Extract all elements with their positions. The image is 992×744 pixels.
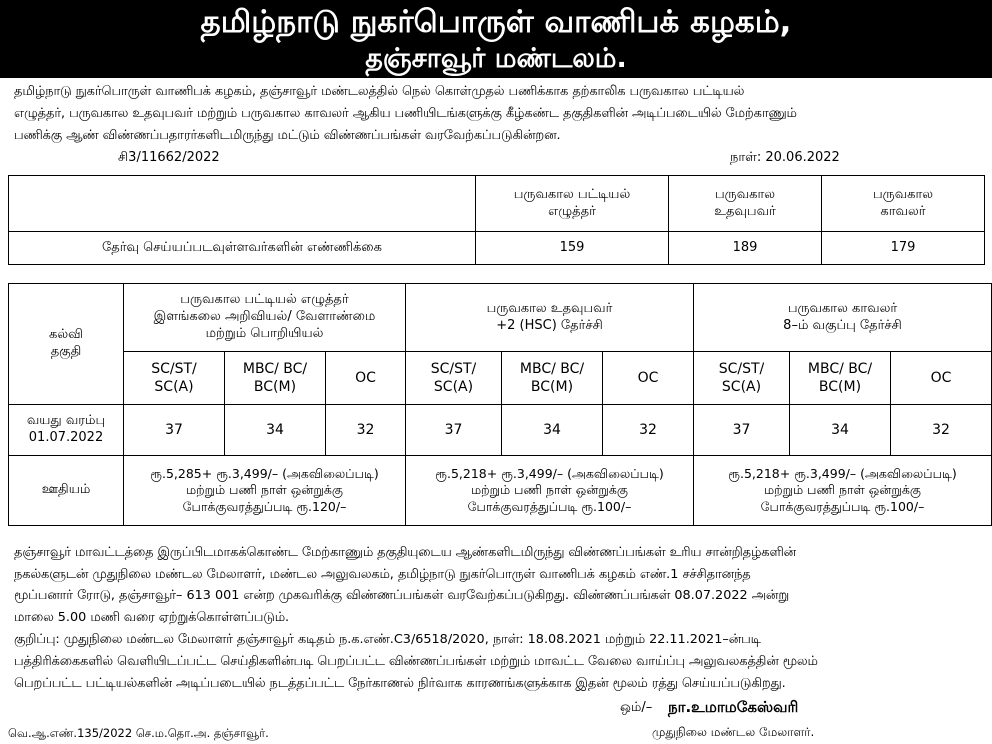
reference-date: நாள்: 20.06.2022 <box>730 150 840 165</box>
vacancy-count-watchman: 179 <box>822 232 985 265</box>
age-limit-label: வயது வரம்பு 01.07.2022 <box>9 405 124 456</box>
category-oc: OC <box>603 352 694 405</box>
salary-watchman: ரூ.5,218+ ரூ.3,499/– (அகவிலைப்படி) மற்றும் பணி நாள் ஒன்றுக்கு போக்குவரத்துப்படி ரூ.100/– <box>694 456 992 526</box>
details-table <box>8 283 992 526</box>
vacancy-header-watchman: பருவகால காவலர் <box>822 176 985 232</box>
category-mbc-bc: MBC/ BC/ BC(M) <box>225 352 326 405</box>
address-line-4: மாலை 5.00 மணி வரை ஏற்றுக்கொள்ளப்படும். <box>14 610 290 625</box>
vacancy-corner-cell <box>9 176 476 232</box>
signature-prefix: ஒம்/– <box>620 700 653 715</box>
intro-line-3: பணிக்கு ஆண் விண்ணப்பதாரர்களிடமிருந்து மட்டும் விண்ணப்பங்கள் வரவேற்கப்படுகின்றன. <box>14 128 561 143</box>
intro-line-1: தமிழ்நாடு நுகர்பொருள் வாணிபக் கழகம், தஞ்சாவூர் மண்டலத்தில் நெல் கொள்முதல் பணிக்காக தற்காலிக பருவகால பட்டியல் <box>14 84 745 99</box>
salary-clerk: ரூ.5,285+ ரூ.3,499/– (அகவிலைப்படி) மற்றும் பணி நாள் ஒன்றுக்கு போக்குவரத்துப்படி ரூ.120/– <box>124 456 406 526</box>
age-value: 34 <box>502 405 603 456</box>
age-value: 34 <box>225 405 326 456</box>
age-value: 37 <box>406 405 502 456</box>
category-oc: OC <box>891 352 992 405</box>
category-sc-st: SC/ST/ SC(A) <box>694 352 790 405</box>
address-line-2: நகல்களுடன் முதுநிலை மண்டல மேலாளர், மண்டல அலுவலகம், தமிழ்நாடு நுகர்பொருள் வாணிபக் கழகம் எண்.1 சச்சிதானந்த <box>14 567 751 582</box>
note-line-1: குறிப்பு: முதுநிலை மண்டல மேலாளர் தஞ்சாவூர் கடிதம் ந.க.எண்.C3/6518/2020, நாள்: 18.08.2021 மற்றும் 22.11.2021–ன்படி <box>14 632 761 647</box>
note-line-3: பெறப்பட்ட பட்டியல்களின் அடிப்படையில் நடத்தப்பட்ட நேர்காணல் நிர்வாக காரணங்களுக்காக இதன் மூலம் ரத்து செய்யப்படுகிறது. <box>14 676 786 691</box>
category-sc-st: SC/ST/ SC(A) <box>406 352 502 405</box>
post-helper-qualification: பருவகால உதவுபவர் +2 (HSC) தேர்ச்சி <box>406 284 694 352</box>
address-line-1: தஞ்சாவூர் மாவட்டத்தை இருப்பிடமாகக்கொண்ட மேற்காணும் தகுதியுடைய ஆண்களிடமிருந்து விண்ணப்பங்கள் உரிய சான்றிதழ்களின் <box>14 545 797 560</box>
vacancy-count-clerk: 159 <box>476 232 669 265</box>
category-sc-st: SC/ST/ SC(A) <box>124 352 225 405</box>
age-value: 32 <box>891 405 992 456</box>
salary-label: ஊதியம் <box>9 456 124 526</box>
address-line-3: மூப்பனார் ரோடு, தஞ்சாவூர்– 613 001 என்ற முகவரிக்கு விண்ணப்பங்கள் வரவேற்கப்படுகிறது. விண்ணப்பங்கள் 08.07.2022 அன்று <box>14 588 790 603</box>
vacancy-row-label: தேர்வு செய்யப்படவுள்ளவர்களின் எண்ணிக்கை <box>9 232 476 265</box>
category-mbc-bc: MBC/ BC/ BC(M) <box>790 352 891 405</box>
reference-number: சி3/11662/2022 <box>118 150 220 165</box>
vacancy-header-helper: பருவகால உதவுபவர் <box>669 176 822 232</box>
note-line-2: பத்திரிக்கைகளில் வெளியிடப்பட்ட செய்திகளின்படி பெறப்பட்ட விண்ணப்பங்கள் மற்றும் மாவட்ட வேலை வாய்ப்பு அலுவலகத்தின் மூலம் <box>14 654 818 669</box>
vacancy-header-clerk: பருவகால பட்டியல் எழுத்தர் <box>476 176 669 232</box>
vacancy-count-helper: 189 <box>669 232 822 265</box>
region-title: தஞ்சாவூர் மண்டலம். <box>365 43 627 74</box>
header-banner <box>0 0 992 78</box>
post-clerk-qualification: பருவகால பட்டியல் எழுத்தர் இளங்கலை அறிவியல்/ வேளாண்மை மற்றும் பொறியியல் <box>124 284 406 352</box>
age-value: 37 <box>124 405 225 456</box>
age-value: 32 <box>326 405 406 456</box>
signatory-name: நா.உமாமகேஸ்வரி <box>668 698 799 716</box>
category-mbc-bc: MBC/ BC/ BC(M) <box>502 352 603 405</box>
age-value: 37 <box>694 405 790 456</box>
age-value: 34 <box>790 405 891 456</box>
vacancy-table <box>8 175 985 265</box>
intro-line-2: எழுத்தர், பருவகால உதவுபவர் மற்றும் பருவகால காவலர் ஆகிய பணியிடங்களுக்கு கீழ்கண்ட தகுதிகளின் அடிப்படையில் மேற்காணும் <box>14 106 797 121</box>
age-value: 32 <box>603 405 694 456</box>
category-oc: OC <box>326 352 406 405</box>
footer-reference: வெ.ஆ.எண்.135/2022 செ.ம.தொ.அ. தஞ்சாவூர். <box>8 726 269 740</box>
org-title: தமிழ்நாடு நுகர்பொருள் வாணிபக் கழகம், <box>200 4 792 40</box>
signatory-designation: முதுநிலை மண்டல மேலாளர். <box>652 725 815 739</box>
salary-helper: ரூ.5,218+ ரூ.3,499/– (அகவிலைப்படி) மற்றும் பணி நாள் ஒன்றுக்கு போக்குவரத்துப்படி ரூ.100/– <box>406 456 694 526</box>
qualification-label: கல்வி தகுதி <box>9 284 124 405</box>
post-watchman-qualification: பருவகால காவலர் 8–ம் வகுப்பு தேர்ச்சி <box>694 284 992 352</box>
